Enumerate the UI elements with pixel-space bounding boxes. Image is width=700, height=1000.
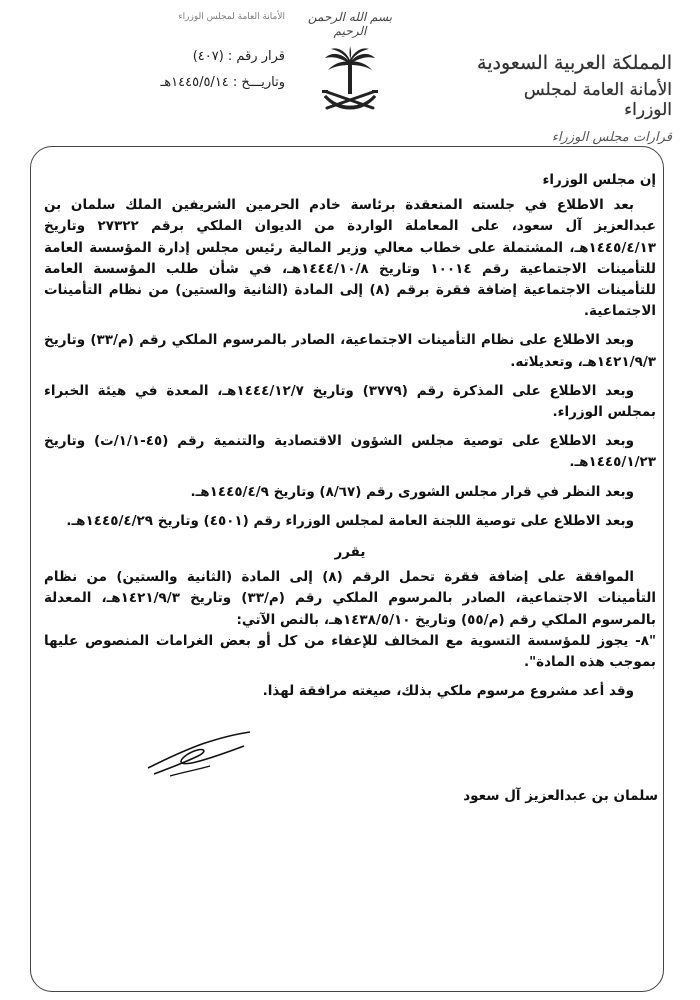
header-reference-block [60, 12, 285, 96]
decision-number: قرار رقم : (٤٠٧) [192, 49, 285, 64]
secretariat-name: الأمانة العامة لمجلس الوزراء [523, 80, 672, 120]
salutation: إن مجلس الوزراء [542, 172, 656, 188]
decides-heading: يقرر [334, 544, 366, 561]
paragraph-closing: وقد أعد مشروع مرسوم ملكي بذلك، صيغته مرافقة لهذا. [262, 683, 634, 700]
paragraph-memo: وبعد الاطلاع على المذكرة رقم (٣٧٧٩) وتاريخ ١٤٤٤/١٢/٧هـ، المعدة في هيئة الخبراء بمجلس الوزراء. [44, 382, 656, 421]
paragraph-economic-council: وبعد الاطلاع على توصية مجلس الشؤون الاقتصادية والتنمية رقم (٤٥-١/١/ت) وتاريخ ١٤٤٥/١/٢٣هـ. [44, 433, 656, 471]
basmala: بسم الله الرحمن الرحيم [307, 10, 393, 38]
decision-date: وتاريـــخ : ١٤٤٥/٥/١٤هـ [160, 75, 285, 90]
header-authority-block [472, 52, 672, 145]
paragraph-shura: وبعد النظر في قرار مجلس الشورى رقم (٨/٦٧) وتاريخ ١٤٤٥/٤/٩هـ. [190, 483, 634, 500]
header-emblem-block [295, 10, 405, 116]
paragraph-preamble: بعد الاطلاع في جلسته المنعقدة برئاسة خادم الحرمين الشريفين الملك سلمان بن عبدالعزيز آل سعود، على المعاملة الواردة من الديوان الملكي برقم ٢٧٣٢٢ وتاريخ ١٤٤٥/٤/١٣هـ، المشتملة على خطاب معالي وزير المالية رئيس مجلس إدارة المؤسسة العامة للتأمينات الاجتماعية رقم ١٠٠١٤ وتاريخ ١٤٤٤/١٠/٨هـ، في شأن طلب المؤسسة العامة للتأمينات الاجتماعية إضافة فقرة برقم (٨) إلى المادة (الثانية والستين) من نظام التأمينات الاجتماعية. [44, 197, 657, 320]
decision-body [44, 170, 656, 702]
paragraph-general-committee: وبعد الاطلاع على توصية اللجنة العامة لمجلس الوزراء رقم (٤٥٠١) وتاريخ ١٤٤٥/٤/٢٩هـ. [66, 512, 634, 529]
signature-icon [140, 722, 260, 782]
kingdom-name: المملكة العربية السعودية [477, 52, 672, 74]
paragraph-regulation: وبعد الاطلاع على نظام التأمينات الاجتماعية، الصادر بالمرسوم الملكي رقم (م/٣٣) وتاريخ ١٤٢١/٩/٣هـ، وتعديلاته. [44, 332, 656, 370]
signer-name: سلمان بن عبدالعزيز آل سعود [463, 788, 658, 804]
saudi-emblem-icon [319, 46, 381, 116]
paragraph-clause-text: "٨- يجوز للمؤسسة التسوية مع المخالف للإعفاء من كل أو بعض الغرامات المنصوص عليها بموجب هذه المادة". [44, 632, 656, 671]
decisions-label: قرارات مجلس الوزراء [551, 130, 672, 145]
header-small-line: الأمانة العامة لمجلس الوزراء [178, 12, 285, 22]
paragraph-approval: الموافقة على إضافة فقرة تحمل الرقم (٨) إلى المادة (الثانية والستين) من نظام التأمينات الاجتماعية، الصادر بالمرسوم الملكي رقم (م/٣٣) وتاريخ ١٤٢١/٩/٣هـ، المعدلة بالمرسوم الملكي رقم (م/٥٥) وتاريخ ١٤٣٨/٥/١٠هـ، بالنص الآتي: [44, 569, 656, 628]
